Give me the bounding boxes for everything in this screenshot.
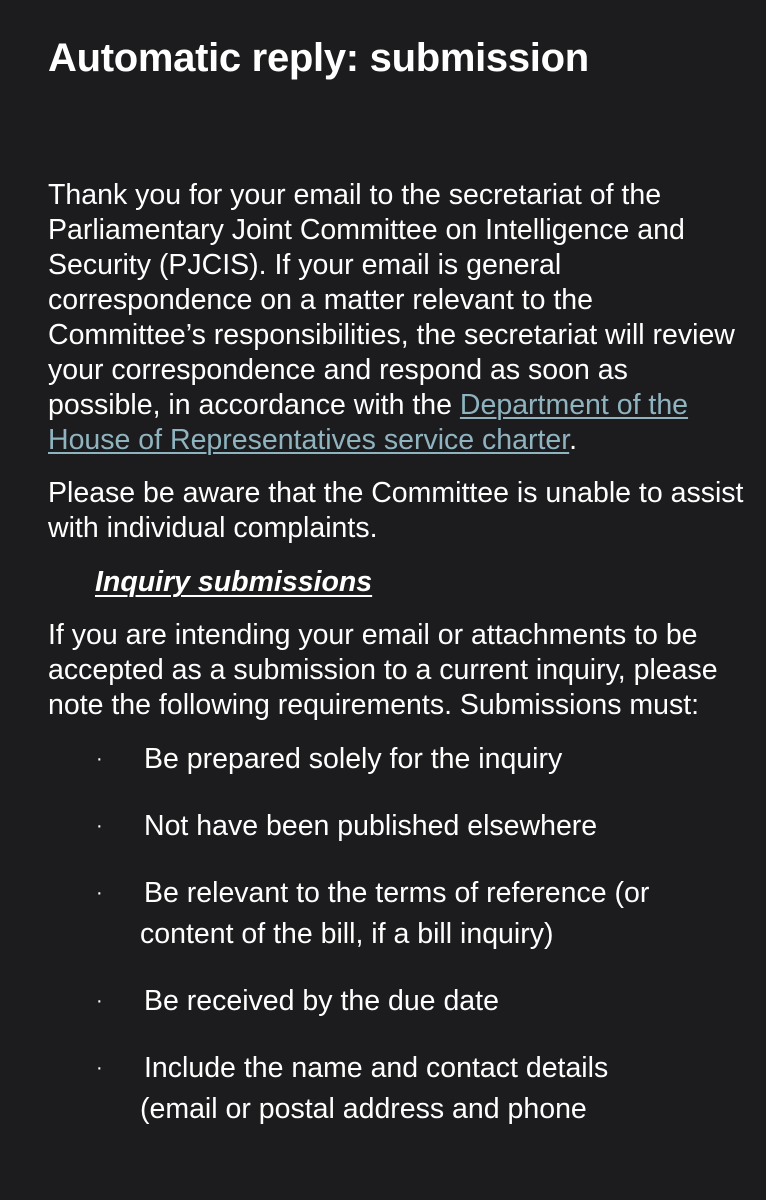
requirement-text-continued: content of the bill, if a bill inquiry) bbox=[140, 918, 554, 950]
service-charter-link[interactable]: Department of the House of Representatives service charter bbox=[48, 389, 689, 456]
intro-paragraph bbox=[48, 178, 748, 458]
inquiry-submissions-heading: Inquiry submissions bbox=[95, 566, 373, 598]
list-item bbox=[48, 806, 748, 847]
requirement-text: Be received by the due date bbox=[144, 985, 499, 1017]
requirement-text-continued: (email or postal address and phone bbox=[140, 1093, 587, 1125]
bullet-icon: · bbox=[96, 990, 103, 1012]
requirements-intro: If you are intending your email or attachments to be accepted as a submission to a current inquiry, please note the following requirements. Submissions must: bbox=[48, 619, 718, 721]
requirement-text: Be prepared solely for the inquiry bbox=[144, 743, 563, 775]
email-subject: Automatic reply: submission bbox=[48, 36, 589, 80]
requirement-text: Not have been published elsewhere bbox=[144, 810, 598, 842]
complaints-paragraph: Please be aware that the Committee is unable to assist with individual complaints. bbox=[48, 477, 744, 544]
list-item bbox=[48, 1048, 748, 1130]
bullet-icon: · bbox=[96, 815, 103, 837]
bullet-icon: · bbox=[96, 1057, 103, 1079]
list-item bbox=[48, 873, 748, 955]
list-item bbox=[48, 739, 748, 780]
intro-text-end: . bbox=[569, 424, 578, 456]
requirement-text: Be relevant to the terms of reference (or bbox=[144, 877, 650, 909]
list-item bbox=[48, 981, 748, 1022]
email-body bbox=[48, 178, 748, 1156]
bullet-icon: · bbox=[96, 882, 103, 904]
bullet-icon: · bbox=[96, 748, 103, 770]
intro-text: Thank you for your email to the secretariat of the Parliamentary Joint Committee on Intelligence and Security (PJCIS). If your email is general correspondence on a matter relevant to the Committee’s responsibilities, the secretariat will review your correspondence and respond as soon as possible, in accordance with the bbox=[48, 179, 735, 421]
requirements-list bbox=[48, 739, 748, 1130]
requirement-text: Include the name and contact details bbox=[144, 1052, 609, 1084]
